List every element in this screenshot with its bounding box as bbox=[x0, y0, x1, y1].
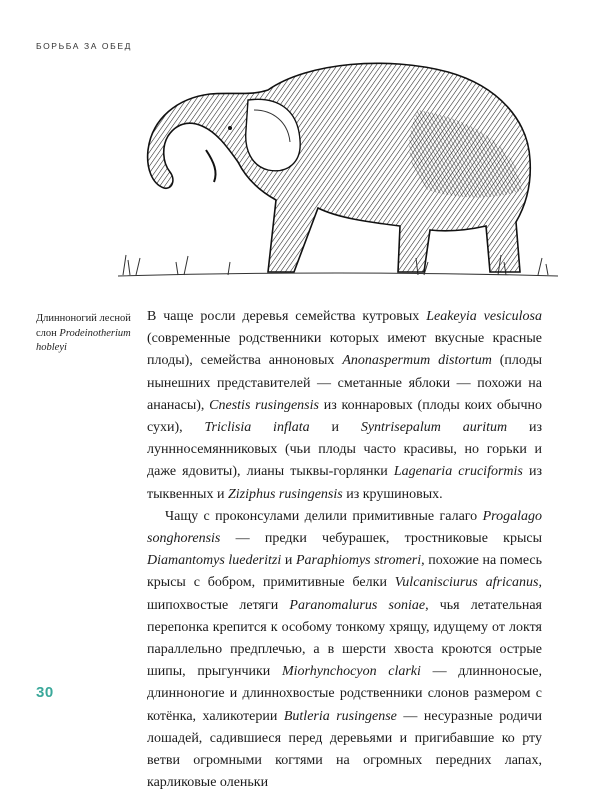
species-name: Vulcanisciurus africanus bbox=[394, 575, 539, 591]
text-run: — предки чебурашек, тростниковые крысы bbox=[220, 531, 542, 547]
species-name: Leakeyia vesiculosa bbox=[426, 309, 542, 324]
caption-species: hobleyi bbox=[36, 342, 67, 353]
species-name: Progalago songhorensis bbox=[147, 508, 542, 547]
caption-line-2-plain: слон bbox=[36, 327, 60, 339]
species-name: Lagenaria cruciformis bbox=[393, 464, 523, 480]
species-name: Cnestis rusingensis bbox=[209, 397, 319, 413]
text-run: Чащу с проконсулами делили примитивные галаго bbox=[165, 508, 483, 524]
species-name: Paranomalurus soniae bbox=[289, 597, 426, 613]
caption-line-1: Длинноногий лесной bbox=[36, 313, 131, 324]
text-run: и bbox=[281, 553, 296, 569]
text-run: , шипохвостые летяги bbox=[147, 575, 543, 613]
page-number: 30 bbox=[36, 684, 54, 701]
text-run: из тыквенных и bbox=[147, 464, 542, 502]
elephant-illustration bbox=[118, 50, 558, 290]
text-run: из коннаровых (плоды коих обычно сухи), bbox=[147, 397, 542, 436]
text-run: из луннносемянниковых (чьи плоды часто красивы, но горьки и даже ядовиты), лианы тыквы-горлянки bbox=[147, 420, 542, 480]
species-name: Anonaspermum distortum bbox=[342, 353, 492, 369]
text-run: — длинноносые, длинноногие и длиннохвостые родственники слонов размером с котёнка, халикотерии bbox=[147, 664, 542, 724]
text-run: и bbox=[309, 420, 361, 436]
paragraph-2 bbox=[147, 506, 542, 794]
figure-caption bbox=[36, 312, 136, 356]
running-head: БОРЬБА ЗА ОБЕД bbox=[36, 41, 132, 51]
species-name: Butleria rusingense bbox=[283, 708, 397, 724]
text-run: (современные родственники которых имеют вкусные красные плоды), семейства анноновых bbox=[147, 331, 542, 369]
text-run: , чья летательная перепонка крепится к особому тонкому хрящу, идущему от локтя параллельно предплечью, а в шерсти хвоста кроются острые шипы, прыгунчики bbox=[147, 597, 542, 680]
text-run: из крушиновых. bbox=[342, 486, 443, 502]
species-name: Triclisia inflata bbox=[204, 420, 310, 436]
text-run: — несуразные родичи лошадей, садившиеся перед деревьями и пригибавшие ко рту ветви огромными когтями на огромных передних лапах, карликовые оленьки bbox=[147, 708, 543, 791]
species-name: Paraphiomys stromeri bbox=[295, 553, 422, 569]
species-name: Syntrisepalum auritum bbox=[360, 420, 508, 436]
caption-genus: Prodeinotherium bbox=[59, 327, 131, 339]
text-run: , похожие на помесь крысы с бобром, примитивные белки bbox=[147, 553, 542, 591]
body-text bbox=[147, 306, 542, 794]
species-name: Miorhynchocyon clarki bbox=[281, 664, 421, 680]
species-name: Ziziphus rusingensis bbox=[227, 486, 343, 502]
text-run: В чаще росли деревья семейства кутровых bbox=[147, 309, 427, 324]
paragraph-1 bbox=[147, 306, 542, 506]
species-name: Diamantomys luederitzi bbox=[147, 553, 282, 569]
text-run: (плоды нынешних представителей — сметанные яблоки — похожи на ананасы), bbox=[147, 353, 542, 413]
